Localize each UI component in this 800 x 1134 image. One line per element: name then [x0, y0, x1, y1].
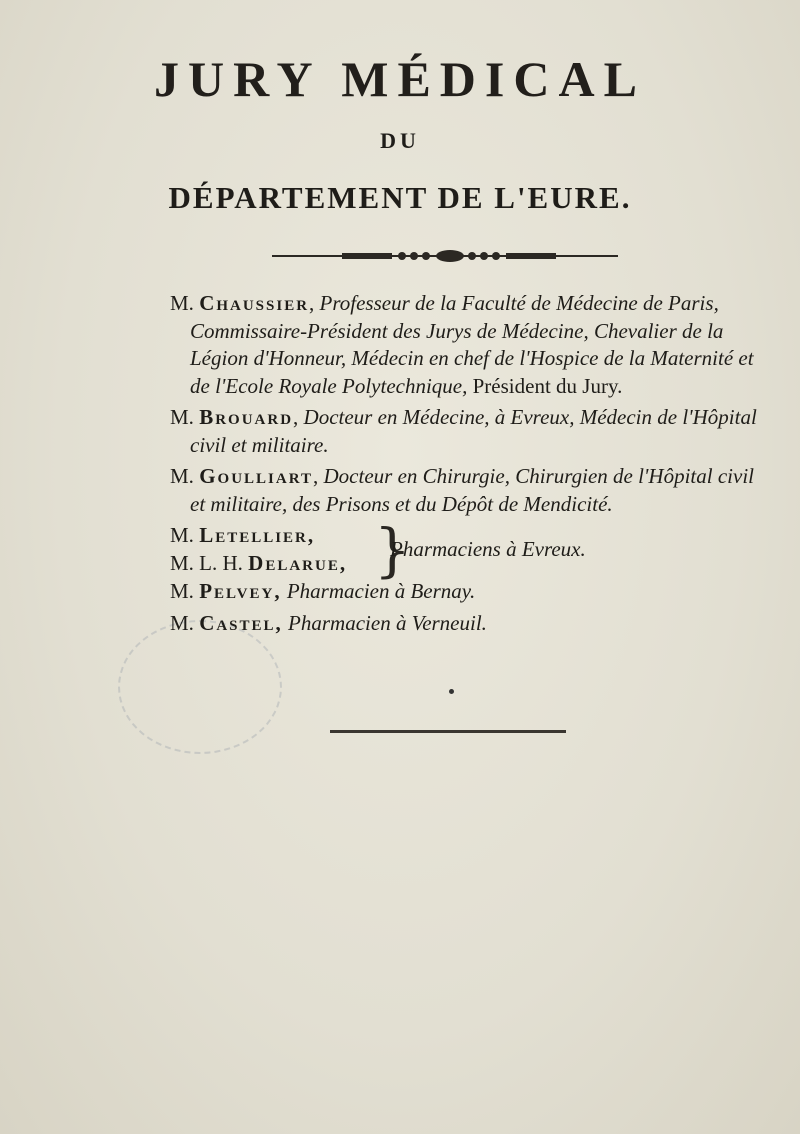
member-description: Pharmacien à Verneuil.: [288, 610, 487, 635]
member-description: Docteur en Médecine, à Evreux, Médecin de l'Hôpital civil et militaire.: [190, 405, 757, 457]
pharmacist-letellier: M. Letellier,: [170, 523, 316, 547]
closing-rule: [330, 730, 566, 733]
member-prefix: M.: [170, 464, 194, 488]
pharmacist-delarue: M. L. H. Delarue,: [170, 551, 348, 575]
member-entry-pelvey: M. Pelvey, Pharmacien à Bernay.: [170, 579, 476, 603]
member-name: Delarue,: [248, 551, 348, 575]
member-prefix: M.: [170, 405, 194, 429]
member-description: Pharmacien à Bernay.: [286, 579, 476, 603]
ornamental-rule: [272, 248, 618, 264]
subtitle-du: DU: [380, 128, 420, 153]
member-description: Professeur de la Faculté de Médecine de Paris, Commissaire-Président des Jurys de Médecine, Chevalier de la Légion d'Honneur, Médecin en chef de l'Hospice de la Maternité et de l'Ecole Royale Polytechnique,: [190, 291, 754, 398]
member-name: Brouard: [199, 405, 294, 429]
page-title: JURY MÉDICAL: [154, 51, 646, 107]
brace: }: [374, 516, 411, 584]
member-entry-brouard: M. Brouard, Docteur en Médecine, à Evreux, Médecin de l'Hôpital civil et militaire.: [170, 405, 757, 457]
member-prefix: M.: [170, 291, 194, 315]
ink-dot: [449, 689, 454, 694]
pharmacists-evreux: [170, 516, 770, 584]
member-name: Pelvey,: [199, 579, 282, 603]
member-name: Castel,: [199, 610, 283, 635]
member-name: Goulliart: [199, 464, 314, 488]
member-entry-chaussier: M. Chaussier, Professeur de la Faculté de Médecine de Paris, Commissaire-Président des Jurys de Médecine, Chevalier de la Légion d'Honneur, Médecin en chef de l'Hospice de la Maternité et de l'Ecole Royale Polytechnique, Président du Jury.: [170, 291, 754, 398]
member-entry-goulliart: M. Goulliart, Docteur en Chirurgie, Chirurgien de l'Hôpital civil et militaire, des Prisons et du Dépôt de Mendicité.: [170, 464, 754, 516]
jury-members-list: [170, 290, 770, 641]
member-name: Chaussier: [199, 291, 310, 315]
department-heading: DÉPARTEMENT DE L'EURE.: [168, 180, 632, 215]
pharmacists-label: Pharmaciens à Evreux.: [390, 537, 586, 561]
member-entry-castel: M. Castel, Pharmacien à Verneuil.: [170, 610, 487, 635]
member-role: Président du Jury.: [472, 373, 623, 398]
member-description: Docteur en Chirurgie, Chirurgien de l'Hôpital civil et militaire, des Prisons et du Dépôt de Mendicité.: [190, 464, 754, 516]
member-name: Letellier,: [199, 523, 316, 547]
